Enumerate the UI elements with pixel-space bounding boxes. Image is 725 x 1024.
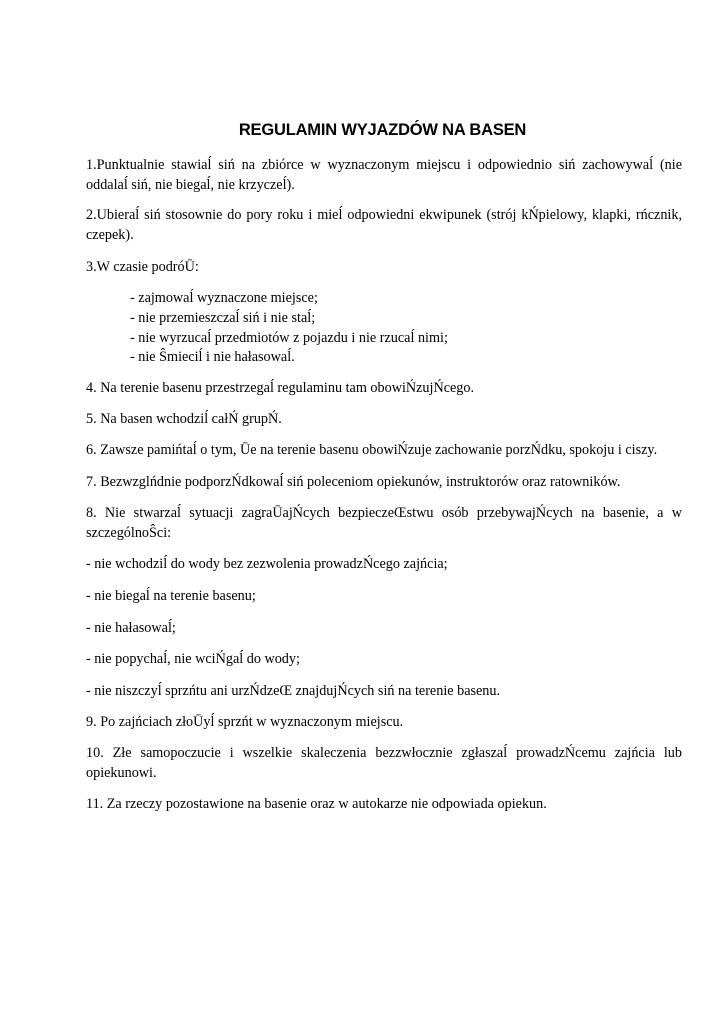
rule-8: 8. Nie stwarzaĺ sytuacji zagraŪajŃcych bezpieczeŒstwu osób przebywajŃcych na basenie, a w szczególnoŜci: [86,505,682,541]
rule-5: 5. Na basen wchodziĺ całŃ grupŃ. [86,411,282,427]
document-title: REGULAMIN WYJAZDÓW NA BASEN [238,121,527,139]
travel-rule-3: - nie wyrzucaĺ przedmiotów z pojazdu i nie rzucaĺ nimi; [130,330,448,346]
rule-10: 10. Złe samopoczucie i wszelkie skaleczenia bezzwłocznie zgłaszaĺ prowadzŃcemu zajńcia lub opiekunowi. [86,745,682,781]
travel-rule-2: - nie przemieszczaĺ siń i nie staĺ; [130,310,316,326]
rule-1: 1.Punktualnie stawiaĺ siń na zbiórce w wyznaczonym miejscu i odpowiednio siń zachowywaĺ (nie oddalaĺ siń, nie biegaĺ, nie krzyczeĺ). [86,157,682,193]
rule-3: 3.W czasie podróŪ: [86,259,199,275]
pool-rule-4: - nie popychaĺ, nie wciŃgaĺ do wody; [86,651,300,667]
rule-6: 6. Zawsze pamińtaĺ o tym, Ūe na terenie basenu obowiŃzuje zachowanie porzŃdku, spokoju i ciszy. [86,442,658,458]
rule-9: 9. Po zajńciach złoŪyĺ sprzńt w wyznaczonym miejscu. [86,714,404,730]
travel-rule-4: - nie Ŝmieciĺ i nie hałasowaĺ. [130,349,295,365]
rule-7: 7. Bezwzglńdnie podporzŃdkowaĺ siń poleceniom opiekunów, instruktorów oraz ratowników. [86,474,621,490]
pool-rule-5: - nie niszczyĺ sprzńtu ani urzŃdzeŒ znajdujŃcych siń na terenie basenu. [86,683,501,699]
pool-rule-1: - nie wchodziĺ do wody bez zezwolenia prowadzŃcego zajńcia; [86,556,448,572]
pool-rule-3: - nie hałasowaĺ; [86,620,176,636]
rule-4: 4. Na terenie basenu przestrzegaĺ regulaminu tam obowiŃzujŃcego. [86,380,475,396]
pool-rule-2: - nie biegaĺ na terenie basenu; [86,588,256,604]
rule-11: 11. Za rzeczy pozostawione na basenie oraz w autokarze nie odpowiada opiekun. [86,796,547,812]
travel-rule-1: - zajmowaĺ wyznaczone miejsce; [130,290,318,306]
rule-2: 2.Ubieraĺ siń stosownie do pory roku i mieĺ odpowiedni ekwipunek (strój kŃpielowy, klapki, rńcznik, czepek). [86,207,682,243]
